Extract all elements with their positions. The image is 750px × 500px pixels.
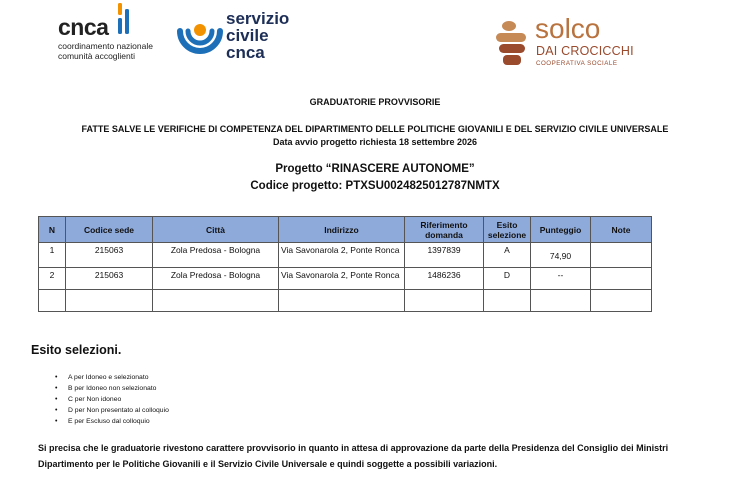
cnca-logo-word: cnca [58, 14, 109, 40]
table-row [39, 243, 652, 268]
legend-item: • B per Idoneo non selezionato [55, 383, 169, 394]
table-cell: D [484, 268, 531, 290]
solco-logo-mark [494, 20, 530, 66]
table-cell: Zola Predosa - Bologna [153, 268, 279, 290]
cnca-logo-line2: comunità accoglienti [58, 51, 136, 61]
legend-item: • C per Non idoneo [55, 394, 169, 405]
column-header: Riferimento domanda [405, 217, 484, 243]
cnca-logo-line1: coordinamento nazionale [58, 41, 153, 51]
table-cell: 215063 [66, 243, 153, 268]
column-header: Esito selezione [484, 217, 531, 243]
column-header: Codice sede [66, 217, 153, 243]
disclaimer-note: Si precisa che le graduatorie rivestono carattere provvisorio in quanto in attesa di approvazione da parte della Presidenza del Consiglio dei Ministri Dipartimento per le Politiche Giovanili e il Servizio Civile Universale e quindi soggette a possibili variazioni. [38, 443, 669, 469]
table-cell: 2 [39, 268, 66, 290]
table-cell: Zola Predosa - Bologna [153, 243, 279, 268]
document-subtitle: FATTE SALVE LE VERIFICHE DI COMPETENZA DEL DIPARTIMENTO DELLE POLITICHE GIOVANILI E DEL SERVIZIO CIVILE UNIVERSALE [81, 124, 669, 134]
servizio-civile-logo-mark [176, 13, 224, 61]
table-cell: 1397839 [405, 243, 484, 268]
table-cell [66, 290, 153, 312]
table-cell [591, 243, 652, 268]
table-cell: Via Savonarola 2, Ponte Ronca [279, 268, 405, 290]
table-cell [153, 290, 279, 312]
cnca-logo-mark [117, 3, 131, 37]
table-cell [531, 290, 591, 312]
table-header-row [39, 217, 652, 243]
table-cell [279, 290, 405, 312]
column-header: Punteggio [531, 217, 591, 243]
esito-title: Esito selezioni. [31, 343, 122, 357]
table-cell [591, 268, 652, 290]
table-row [39, 290, 652, 312]
column-header: N [39, 217, 66, 243]
esito-legend [55, 372, 169, 427]
table-cell [591, 290, 652, 312]
document-title: GRADUATORIE PROVVISORIE [309, 97, 441, 107]
servizio-civile-line1: servizio [226, 9, 290, 28]
table-cell: 215063 [66, 268, 153, 290]
ranking-table [38, 216, 652, 312]
table-cell: 74,90 [531, 243, 591, 268]
table-cell: Via Savonarola 2, Ponte Ronca [279, 243, 405, 268]
servizio-civile-line3: cnca [226, 43, 265, 62]
legend-item: • D per Non presentato al colloquio [55, 405, 169, 416]
column-header: Città [153, 217, 279, 243]
solco-logo-word: solco [535, 13, 601, 44]
solco-logo-line3: COOPERATIVA SOCIALE [536, 60, 618, 67]
table-cell [39, 290, 66, 312]
project-code: Codice progetto: PTXSU0024825012787NMTX [250, 180, 500, 192]
column-header: Indirizzo [279, 217, 405, 243]
start-date: Data avvio progetto richiesta 18 settembre 2026 [272, 137, 478, 147]
legend-item: • A per Idoneo e selezionato [55, 372, 169, 383]
table-cell: 1 [39, 243, 66, 268]
cnca-logo-subtitle [58, 41, 153, 61]
column-header: Note [591, 217, 652, 243]
table-cell [405, 290, 484, 312]
table-cell [484, 290, 531, 312]
project-name: Progetto “RINASCERE AUTONOME” [275, 163, 475, 175]
table-cell: A [484, 243, 531, 268]
servizio-civile-logo-text [226, 10, 289, 61]
solco-logo-line2: DAI CROCICCHI [536, 44, 634, 58]
servizio-civile-line2: civile [226, 26, 269, 45]
table-cell: 1486236 [405, 268, 484, 290]
legend-item: • E per Escluso dal colloquio [55, 416, 169, 427]
table-row [39, 268, 652, 290]
table-cell: -- [531, 268, 591, 290]
